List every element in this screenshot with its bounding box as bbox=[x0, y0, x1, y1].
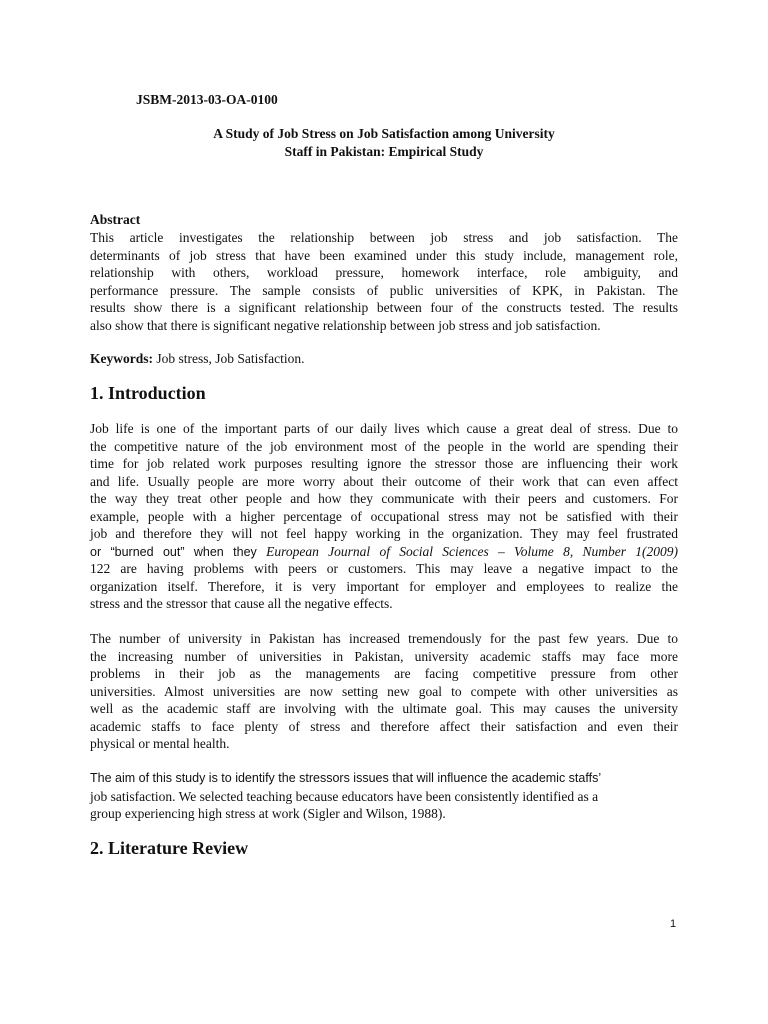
introduction-paragraph-1 bbox=[90, 420, 678, 613]
paragraph-line: 122 are having problems with peers or customers. This may leave a negative impact to the bbox=[90, 561, 678, 576]
paper-title bbox=[90, 125, 678, 161]
document-id: JSBM-2013-03-OA-0100 bbox=[136, 92, 278, 107]
abstract-line: relationship with others, workload pressure, homework interface, role ambiguity, and bbox=[90, 265, 678, 280]
keywords bbox=[90, 351, 305, 367]
paragraph-line: well as the academic staff are involving with the ultimate goal. This may causes the university bbox=[90, 701, 678, 716]
paragraph-line: Job life is one of the important parts of our daily lives which cause a great deal of stress. Due to bbox=[90, 421, 678, 436]
paragraph-line: example, people with a higher percentage of occupational stress may not be satisfied with their bbox=[90, 508, 678, 524]
paragraph-line: and life. Usually people are more worry about their outcome of their work that can even affect bbox=[90, 473, 678, 489]
keywords-label: Keywords: bbox=[90, 351, 153, 366]
paragraph-line: The number of university in Pakistan has increased tremendously for the past few years. Due to bbox=[90, 631, 678, 646]
paragraph-line: time for job related work purposes resulting ignore the stressor those are influencing their work bbox=[90, 456, 678, 471]
paper-title-line-2: Staff in Pakistan: Empirical Study bbox=[284, 144, 484, 159]
paragraph-line: problems in their job as the managements are facing competitive pressure from other bbox=[90, 666, 678, 681]
paragraph-line: academic staffs to face plenty of stress and therefore affect their satisfaction and even their bbox=[90, 718, 678, 734]
abstract-body bbox=[90, 229, 678, 334]
paragraph-line: stress and the stressor that cause all the negative effects. bbox=[90, 596, 393, 611]
abstract-heading: Abstract bbox=[90, 212, 141, 227]
abstract-line: determinants of job stress that have been examined under this study include, management role, bbox=[90, 247, 678, 263]
paragraph-line: group experiencing high stress at work (Sigler and Wilson, 1988). bbox=[90, 806, 446, 821]
paragraph-line: the increasing number of universities in Pakistan, university academic staffs may face more bbox=[90, 648, 678, 664]
abstract-line: performance pressure. The sample consists of public universities of KPK, in Pakistan. The bbox=[90, 282, 678, 298]
introduction-paragraph-3 bbox=[90, 770, 678, 823]
paragraph-line: the competitive nature of the job environment most of the people in the world are spending their bbox=[90, 438, 678, 454]
journal-citation: European Journal of Social Sciences – Volume 8, Number 1(2009) bbox=[266, 543, 678, 559]
paper-title-line-1: A Study of Job Stress on Job Satisfaction among University bbox=[213, 126, 555, 141]
introduction-paragraph-2 bbox=[90, 630, 678, 753]
paragraph-line: organization itself. Therefore, it is very important for employer and employees to realize the bbox=[90, 578, 678, 594]
paragraph-line-sans: The aim of this study is to identify the stressors issues that will influence the academic staffs’ bbox=[90, 771, 602, 785]
abstract-line: results show there is a significant relationship between four of the constructs tested. The results bbox=[90, 300, 678, 315]
introduction-heading: 1. Introduction bbox=[90, 383, 206, 403]
paragraph-line: job and therefore they will not feel happy working in the organization. They may feel frustrated bbox=[90, 526, 678, 541]
page-number: 1 bbox=[670, 918, 677, 930]
literature-review-heading: 2. Literature Review bbox=[90, 838, 249, 858]
paragraph-line: physical or mental health. bbox=[90, 736, 230, 751]
paragraph-line-mixed bbox=[90, 543, 678, 561]
abstract-line: This article investigates the relationship between job stress and job satisfaction. The bbox=[90, 230, 678, 245]
paragraph-line: the way they treat other people and how they communicate with their peers and customers. For bbox=[90, 491, 678, 506]
paragraph-line: job satisfaction. We selected teaching because educators have been consistently identified as a bbox=[90, 788, 599, 804]
paragraph-line: universities. Almost universities are now setting new goal to compete with other universities as bbox=[90, 683, 678, 699]
keywords-text: Job stress, Job Satisfaction. bbox=[153, 351, 305, 366]
burned-out-phrase: or “burned out” when they bbox=[90, 544, 267, 559]
abstract-line: also show that there is significant negative relationship between job stress and job satisfaction. bbox=[90, 317, 601, 333]
